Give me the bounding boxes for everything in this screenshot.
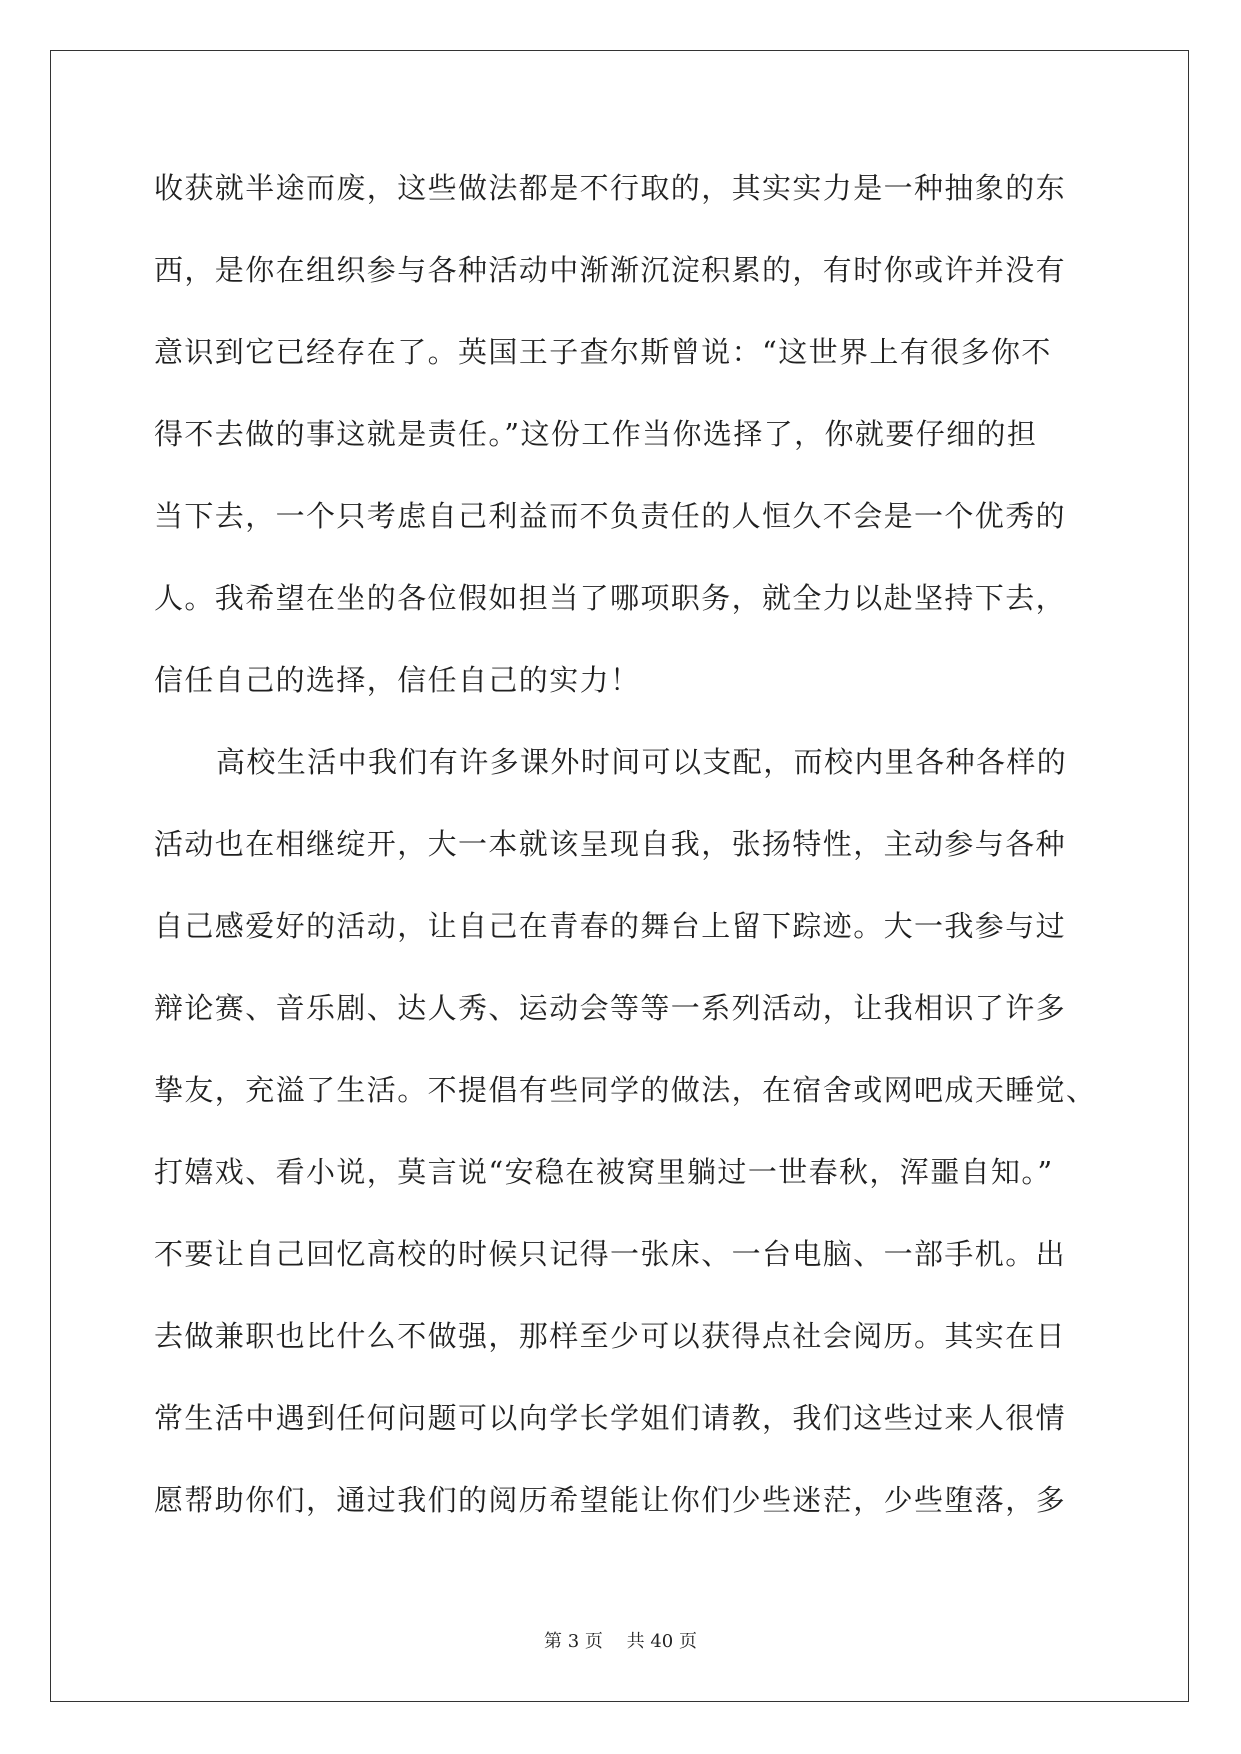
text-line: 西，是你在组织参与各种活动中渐渐沉淀积累的，有时你或许并没有 [154, 253, 1067, 287]
text-line: 挚友，充溢了生活。不提倡有些同学的做法，在宿舍或网吧成天睡觉、 [154, 1073, 1097, 1107]
text-line: 人。我希望在坐的各位假如担当了哪项职务，就全力以赴坚持下去， [154, 581, 1067, 615]
text-line: 当下去，一个只考虑自己利益而不负责任的人恒久不会是一个优秀的 [154, 499, 1067, 533]
text-line: 收获就半途而废，这些做法都是不行取的，其实实力是一种抽象的东 [154, 171, 1067, 205]
text-line: 不要让自己回忆高校的时候只记得一张床、一台电脑、一部手机。出 [154, 1237, 1067, 1271]
text-line: 辩论赛、音乐剧、达人秀、运动会等等一系列活动，让我相识了许多 [154, 991, 1067, 1025]
page-number-footer: 第 3 页 共 40 页 [544, 1631, 697, 1652]
text-line: 得不去做的事这就是责任。”这份工作当你选择了，你就要仔细的担 [154, 417, 1038, 451]
text-line: 意识到它已经存在了。英国王子查尔斯曾说：“这世界上有很多你不 [154, 335, 1052, 369]
text-line: 常生活中遇到任何问题可以向学长学姐们请教，我们这些过来人很情 [154, 1401, 1067, 1435]
text-line: 去做兼职也比什么不做强，那样至少可以获得点社会阅历。其实在日 [154, 1319, 1067, 1353]
paragraph-first-line: 高校生活中我们有许多课外时间可以支配，而校内里各种各样的 [216, 745, 1068, 779]
text-line: 活动也在相继绽开，大一本就该呈现自我，张扬特性，主动参与各种 [154, 827, 1067, 861]
text-line: 信任自己的选择，信任自己的实力！ [154, 663, 641, 697]
text-line: 打嬉戏、看小说，莫言说“安稳在被窝里躺过一世春秋，浑噩自知。” [154, 1155, 1054, 1189]
text-line: 愿帮助你们，通过我们的阅历希望能让你们少些迷茫，少些堕落，多 [154, 1483, 1067, 1517]
text-line: 自己感爱好的活动，让自己在青春的舞台上留下踪迹。大一我参与过 [154, 909, 1067, 943]
page-border [50, 50, 1189, 1702]
